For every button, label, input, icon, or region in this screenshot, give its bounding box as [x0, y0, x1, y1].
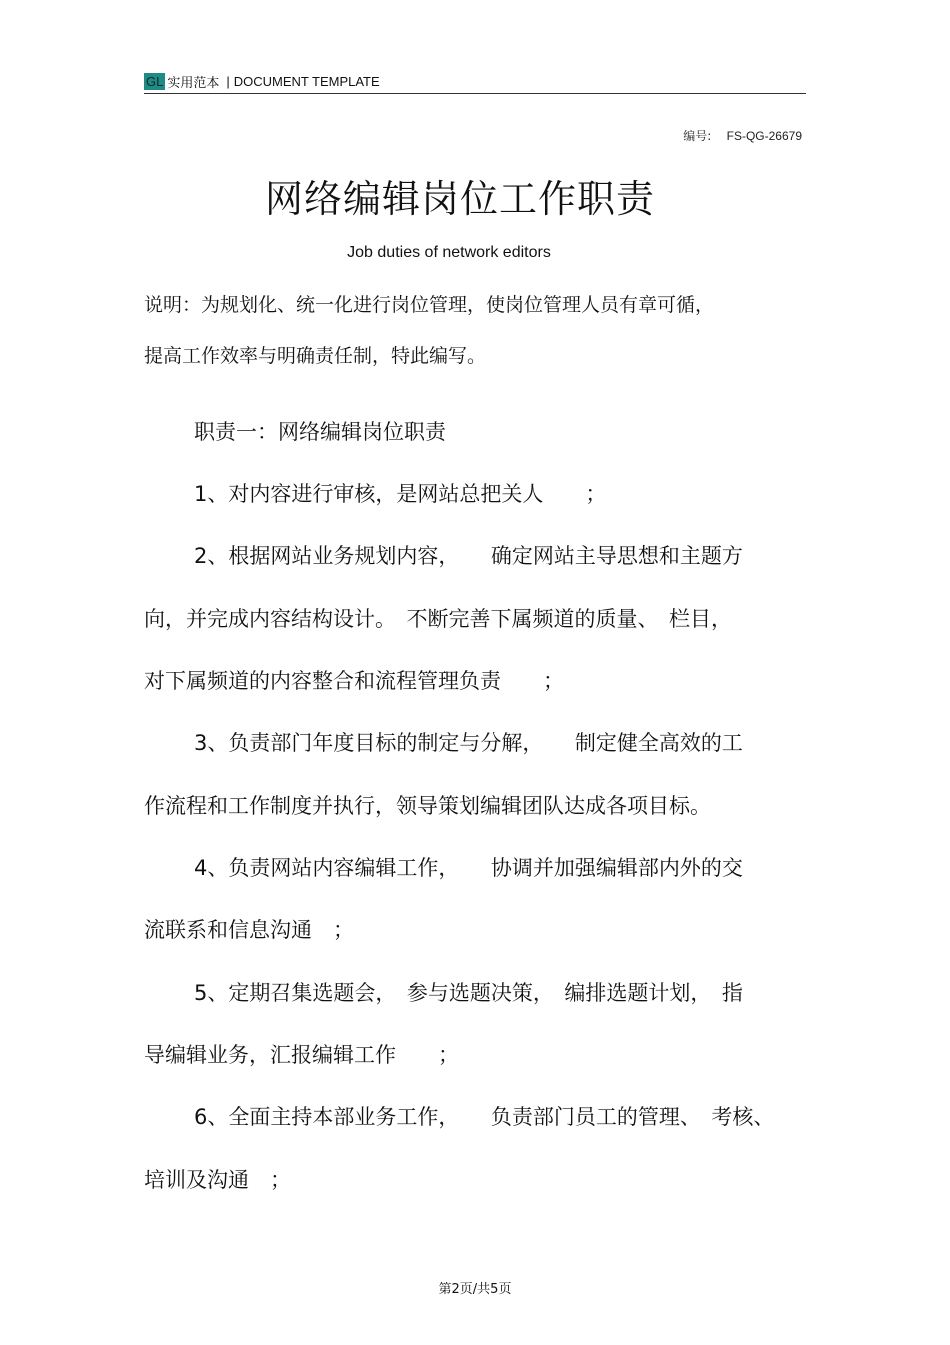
duty-line: 4、负责网站内容编辑工作， 协调并加强编辑部内外的交 [194, 856, 743, 880]
duty-line: 培训及沟通 ； [144, 1168, 291, 1192]
duty-line: 1、对内容进行审核，是网站总把关人 ； [194, 482, 607, 506]
page-footer: 第2页/共5页 [438, 1282, 512, 1297]
duty-line: 流联系和信息沟通 ； [144, 918, 354, 942]
duty-line: 2、根据网站业务规划内容， 确定网站主导思想和主题方 [194, 544, 743, 568]
brand-name: 实用范本 [167, 76, 220, 91]
description-line-2: 提高工作效率与明确责任制，特此编写。 [144, 345, 487, 367]
duty-line: 导编辑业务，汇报编辑工作 ； [144, 1043, 459, 1067]
document-number-value: FS-QG-26679 [726, 129, 802, 143]
document-number-label: 编号: [683, 129, 712, 143]
header-label: DOCUMENT TEMPLATE [233, 74, 380, 89]
header-separator: | [226, 74, 230, 89]
duty-line: 3、负责部门年度目标的制定与分解， 制定健全高效的工 [194, 731, 743, 755]
document-number [683, 127, 802, 144]
duty-line: 6、全面主持本部业务工作， 负责部门员工的管理、 考核、 [194, 1105, 775, 1129]
duty-line: 向，并完成内容结构设计。 不断完善下属频道的质量、 栏目， [144, 607, 732, 631]
document-header [144, 70, 806, 94]
page-title: 网络编辑岗位工作职责 [264, 177, 655, 221]
duty-line: 对下属频道的内容整合和流程管理负责 ； [144, 669, 564, 693]
duty-line: 作流程和工作制度并执行，领导策划编辑团队达成各项目标。 [144, 794, 711, 818]
gl-logo: GL [146, 74, 164, 89]
description-line-1: 说明：为规划化、统一化进行岗位管理，使岗位管理人员有章可循， [144, 294, 715, 316]
section-heading: 职责一：网络编辑岗位职责 [194, 420, 446, 444]
duty-line: 5、定期召集选题会， 参与选题决策， 编排选题计划， 指 [194, 981, 743, 1005]
page-subtitle: Job duties of network editors [347, 244, 551, 261]
